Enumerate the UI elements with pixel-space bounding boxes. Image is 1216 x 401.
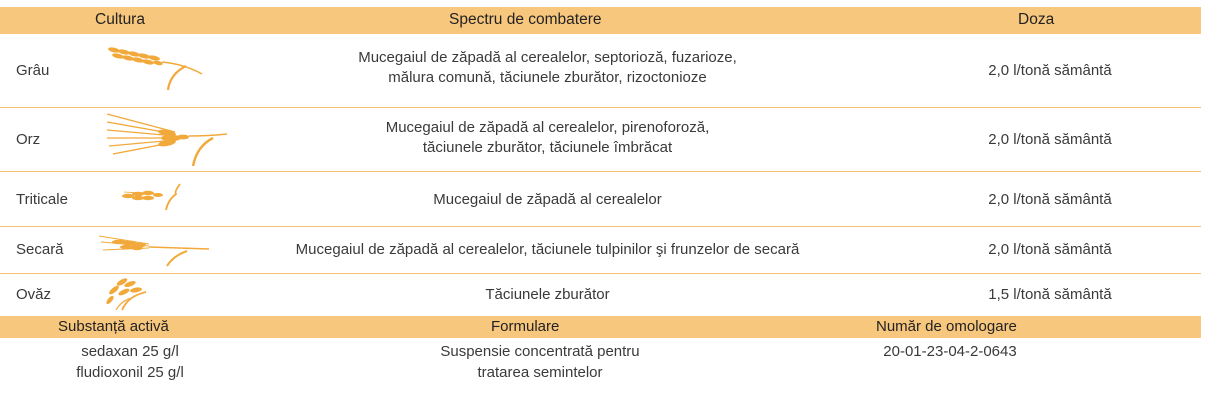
dose-value: 2,0 l/tonă sământă: [988, 241, 1112, 258]
crop-name: Orz: [16, 131, 41, 148]
dose-value: 2,0 l/tonă sământă: [988, 62, 1112, 79]
header-formulation: Formulare: [491, 318, 560, 335]
header-crop: Cultura: [95, 11, 145, 28]
info-header-band: [0, 316, 1201, 338]
dose-value: 1,5 l/tonă sământă: [988, 286, 1112, 303]
rye-icon: [97, 230, 212, 270]
crop-name: Grâu: [16, 62, 50, 79]
wheat-icon: [104, 44, 209, 94]
dose-value: 2,0 l/tonă sământă: [988, 191, 1112, 208]
row-divider: [0, 171, 1201, 172]
oat-icon: [102, 276, 152, 312]
row-divider: [0, 226, 1201, 227]
dose-value: 2,0 l/tonă sământă: [988, 131, 1112, 148]
spectrum-text: Mucegaiul de zăpadă al cerealelor, pirenoforoză, tăciunele zburător, tăciunele îmbrăcat: [385, 119, 710, 156]
crop-name: Secară: [16, 241, 64, 258]
spectrum-text: Tăciunele zburător: [485, 286, 610, 303]
registration-value: 20-01-23-04-2-0643: [883, 343, 1017, 360]
crop-name: Ovăz: [16, 286, 52, 303]
header-dose: Doza: [1018, 11, 1055, 28]
header-registration: Număr de omologare: [876, 318, 1017, 335]
triticale-icon: [120, 182, 185, 212]
spectrum-text: Mucegaiul de zăpadă al cerealelor: [433, 191, 662, 208]
row-divider: [0, 273, 1201, 274]
header-substance: Substanță activă: [58, 318, 169, 335]
header-spectrum: Spectru de combatere: [449, 11, 602, 28]
formulation-values: Suspensie concentrată pentru tratarea semintelor: [440, 343, 640, 381]
spectrum-text: Mucegaiul de zăpadă al cerealelor, tăciunele tulpinilor şi frunzelor de secară: [295, 241, 800, 258]
spectrum-text: Mucegaiul de zăpadă al cerealelor, septorioză, fuzarioze, mălura comună, tăciunele zburător, rizoctonioze: [358, 49, 737, 86]
substance-values: sedaxan 25 g/l fludioxonil 25 g/l: [76, 343, 184, 381]
crop-name: Triticale: [16, 191, 68, 208]
barley-icon: [105, 108, 230, 168]
